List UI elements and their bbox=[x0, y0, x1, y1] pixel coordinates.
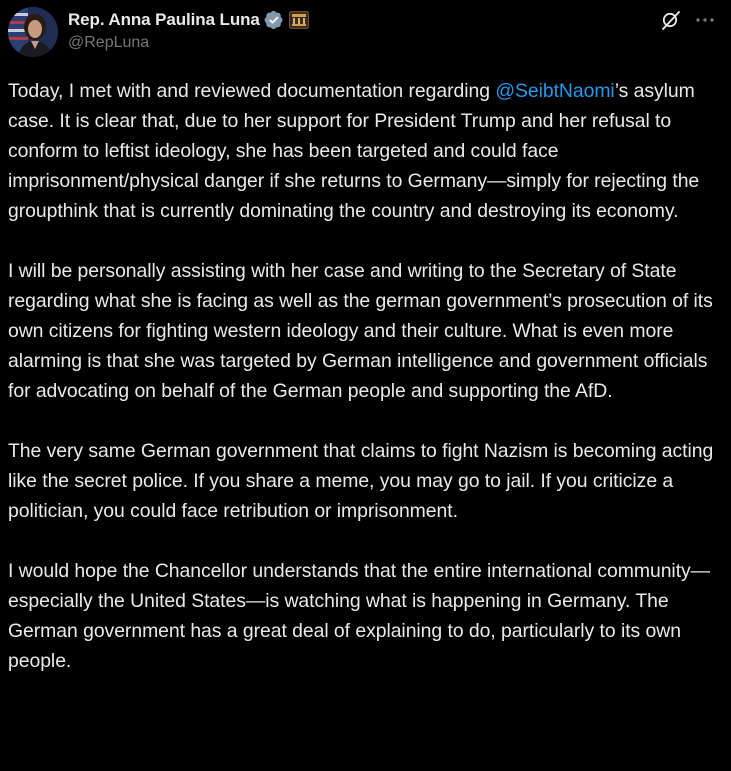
grok-icon[interactable] bbox=[659, 8, 683, 32]
display-name[interactable]: Rep. Anna Paulina Luna bbox=[68, 10, 260, 29]
avatar[interactable] bbox=[8, 7, 58, 57]
post-text bbox=[8, 76, 724, 706]
congress-affiliate-badge-icon[interactable] bbox=[289, 11, 309, 29]
author-name-row bbox=[68, 8, 309, 32]
post-header bbox=[0, 0, 731, 70]
author-handle[interactable]: @RepLuna bbox=[68, 34, 150, 51]
verified-badge-icon bbox=[264, 10, 284, 30]
mention-link[interactable]: @SeibtNaomi bbox=[495, 80, 615, 102]
more-options-icon[interactable] bbox=[692, 8, 718, 32]
post-text-segment: Today, I met with and reviewed documentation regarding bbox=[8, 80, 496, 102]
post-paragraph: I would hope the Chancellor understands that the entire international community—especially the United States—is watching what is happening in Germany. The German government has a great deal of explaining to do, particularly to its own people. bbox=[8, 560, 711, 672]
post-paragraph: The very same German government that claims to fight Nazism is becoming acting like the secret police. If you share a meme, you may go to jail. If you criticize a politician, you could face retribution or imprisonment. bbox=[8, 440, 714, 522]
post-paragraph bbox=[8, 76, 724, 226]
avatar-image bbox=[8, 7, 58, 57]
post-paragraph: I will be personally assisting with her case and writing to the Secretary of State regarding what she is facing as well as the german government’s prosecution of its own citizens for fighting western ideology and their culture. What is even more alarming is that she was targeted by German intelligence and government officials for advocating on behalf of the German people and supporting the AfD. bbox=[8, 260, 713, 402]
post-text-segment: ’s asylum case. It is clear that, due to her support for President Trump and her refusal to conform to leftist ideology, she has been targeted and could face imprisonment/physical danger if she returns to Germany—simply for rejecting the groupthink that is currently dominating the country and destroying its economy. bbox=[8, 80, 700, 222]
